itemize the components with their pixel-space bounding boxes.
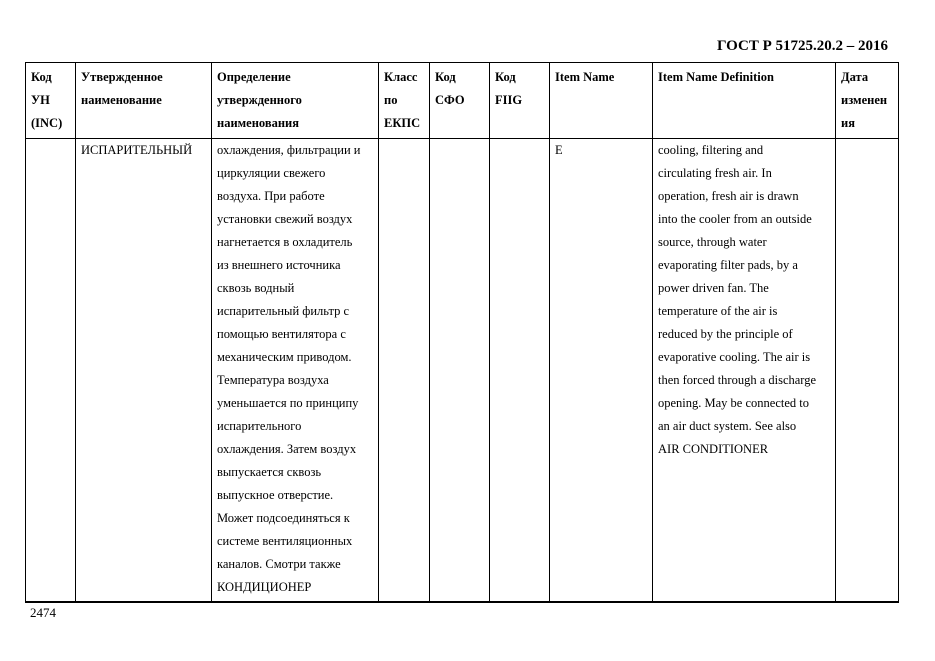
col-header-change-date: Дата изменен ия — [836, 63, 899, 139]
cell-item-definition: cooling, filtering and circulating fresh air. In operation, fresh air is drawn into the cooler from an outside source, through water evaporating filter pads, by a power driven fan. The temperature of the air is reduced by the principle of evaporative cooling. The air is then forced through a discharge opening. May be connected to an air duct system. See also AIR CONDITIONER — [653, 139, 836, 603]
cell-definition-ru: охлаждения, фильтрации и циркуляции свежего воздуха. При работе установки свежий воздух нагнетается в охладитель из внешнего источника сквозь водный испарительный фильтр с помощью вентилятора с механическим приводом. Температура воздуха уменьшается по принципу испарительного охлаждения. Затем воздух выпускается сквозь выпускное отверстие. Может подсоединяться к системе вентиляционных каналов. Смотри также КОНДИЦИОНЕР — [212, 139, 379, 603]
table-header-row — [26, 63, 899, 139]
document-code: ГОСТ Р 51725.20.2 – 2016 — [716, 38, 888, 54]
item-name-table — [25, 62, 899, 603]
cell-fiig-code — [490, 139, 550, 603]
cell-inc — [26, 139, 76, 603]
col-header-item-definition: Item Name Definition — [653, 63, 836, 139]
cell-approved-name: ИСПАРИТЕЛЬНЫЙ — [76, 139, 212, 603]
cell-item-name: E — [550, 139, 653, 603]
col-header-fiig-code: Код FIIG — [490, 63, 550, 139]
col-header-sfo-code: Код СФО — [430, 63, 490, 139]
cell-sfo-code — [430, 139, 490, 603]
cell-ekps-class — [379, 139, 430, 603]
col-header-ekps-class: Класс по ЕКПС — [379, 63, 430, 139]
page-number: 2474 — [30, 605, 56, 620]
col-header-definition: Определение утвержденного наименования — [212, 63, 379, 139]
col-header-item-name: Item Name — [550, 63, 653, 139]
cell-change-date — [836, 139, 899, 603]
col-header-approved-name: Утвержденное наименование — [76, 63, 212, 139]
table-row — [26, 139, 899, 603]
col-header-inc: Код УН (INC) — [26, 63, 76, 139]
